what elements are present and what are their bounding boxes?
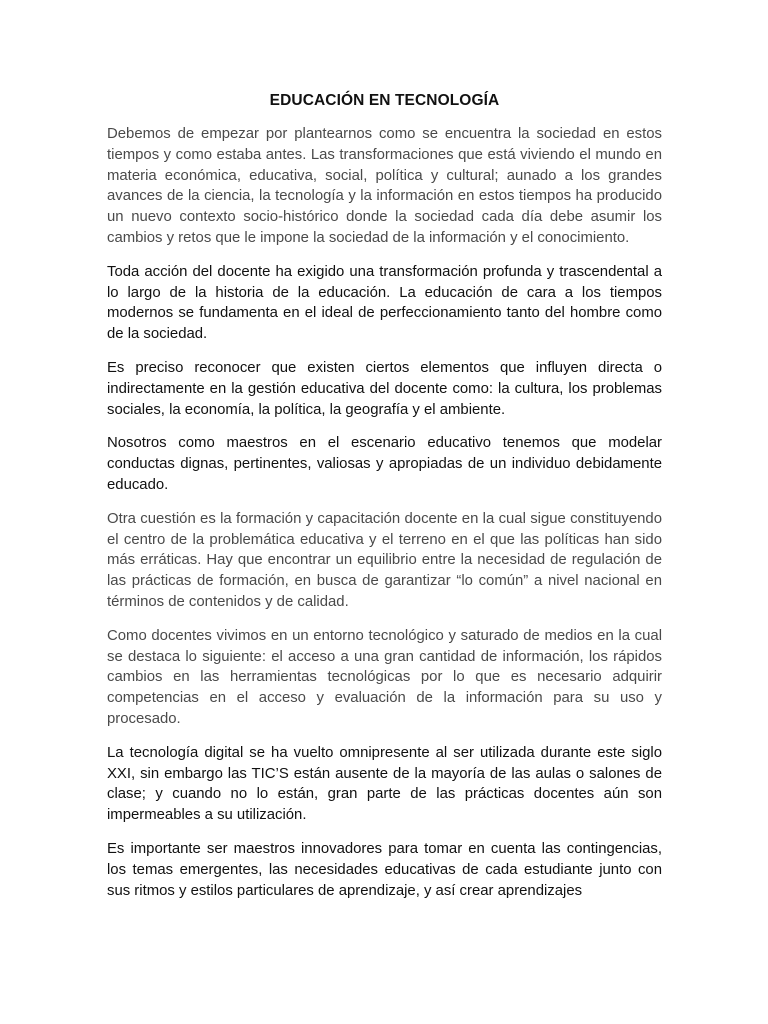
paragraph-2: Toda acción del docente ha exigido una transformación profunda y trascendental a lo largo de la historia de la educación. La educación de cara a los tiempos modernos se fundamenta en el ideal de perfeccionamiento tanto del hombre como de la sociedad.: [107, 263, 662, 343]
paragraph-7: La tecnología digital se ha vuelto omnipresente al ser utilizada durante este siglo XXI, sin embargo las TIC’S están ausente de la mayoría de las aulas o salones de clase; y cuando no lo están, gran parte de las prácticas docentes aún son impermeables a su utilización.: [107, 744, 662, 824]
document-page: [107, 92, 662, 914]
paragraph-6: Como docentes vivimos en un entorno tecnológico y saturado de medios en la cual se destaca lo siguiente: el acceso a una gran cantidad de información, los rápidos cambios en las herramientas tecnológicas por lo que es necesario adquirir competencias en el acceso y evaluación de la información para su uso y procesado.: [107, 627, 662, 727]
paragraph-1: Debemos de empezar por plantearnos como se encuentra la sociedad en estos tiempos y como estaba antes. Las transformaciones que está viviendo el mundo en materia económica, educativa, social, política y cultural; aunado a los grandes avances de la ciencia, la tecnología y la información en estos tiempos ha producido un nuevo contexto socio-histórico donde la sociedad cada día debe asumir los cambios y retos que le impone la sociedad de la información y el conocimiento.: [107, 126, 662, 246]
paragraph-8: Es importante ser maestros innovadores para tomar en cuenta las contingencias, los temas emergentes, las necesidades educativas de cada estudiante junto con sus ritmos y estilos particulares de aprendizaje, y así crear aprendizajes: [107, 840, 662, 899]
document-title: EDUCACIÓN EN TECNOLOGÍA: [269, 92, 500, 109]
paragraph-3: Es preciso reconocer que existen ciertos elementos que influyen directa o indirectamente en la gestión educativa del docente como: la cultura, los problemas sociales, la economía, la política, la geografía y el ambiente.: [107, 359, 662, 418]
paragraph-5: Otra cuestión es la formación y capacitación docente en la cual sigue constituyendo el centro de la problemática educativa y el terreno en el que las políticas han sido más erráticas. Hay que encontrar un equilibrio entre la necesidad de regulación de las prácticas de formación, en busca de garantizar “lo común” a nivel nacional en términos de contenidos y de calidad.: [107, 510, 662, 610]
paragraph-4: Nosotros como maestros en el escenario educativo tenemos que modelar conductas dignas, pertinentes, valiosas y apropiadas de un individuo debidamente educado.: [107, 435, 662, 493]
